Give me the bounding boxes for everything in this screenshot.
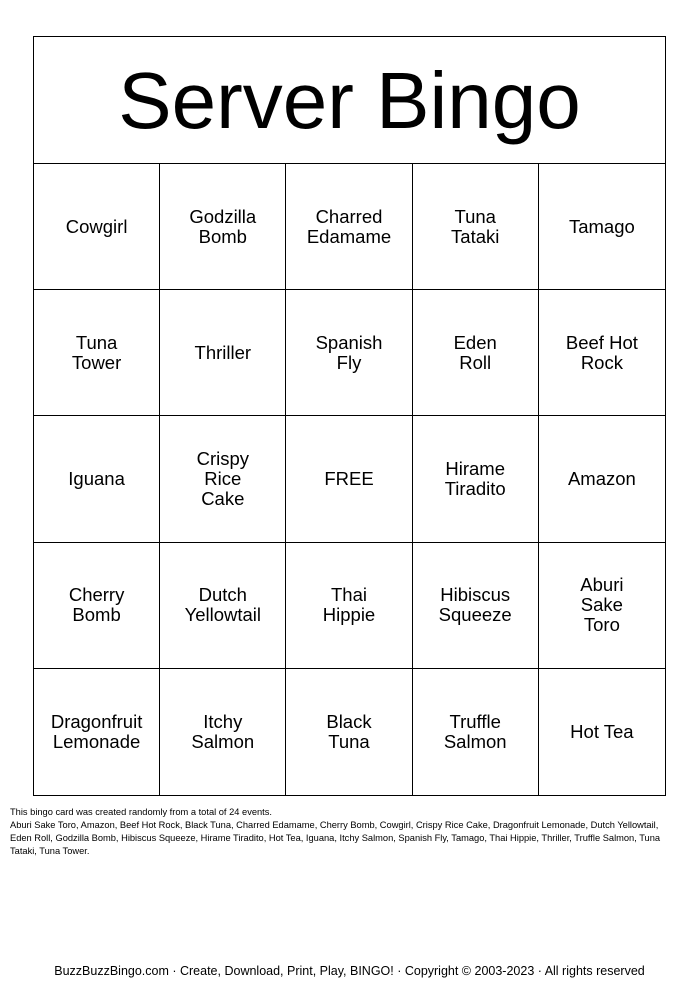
- bingo-cell: Godzilla Bomb: [160, 164, 286, 290]
- bingo-cell: Hibiscus Squeeze: [413, 543, 539, 669]
- footer-note: [10, 806, 680, 858]
- bingo-cell: Cowgirl: [34, 164, 160, 290]
- bingo-cell: Dutch Yellowtail: [160, 543, 286, 669]
- bingo-grid: [34, 164, 665, 795]
- creation-note: This bingo card was created randomly from a total of 24 events.: [10, 807, 272, 817]
- bingo-cell: Hot Tea: [570, 720, 634, 742]
- bingo-card: [33, 36, 666, 796]
- bingo-cell: Spanish Fly: [286, 290, 412, 416]
- bingo-cell: Truffle Salmon: [413, 669, 539, 795]
- card-title: Server Bingo: [118, 56, 581, 145]
- bingo-cell: Eden Roll: [413, 290, 539, 416]
- bingo-cell: Itchy Salmon: [160, 669, 286, 795]
- bingo-cell: Charred Edamame: [286, 164, 412, 290]
- bingo-cell: Cherry Bomb: [34, 543, 160, 669]
- bingo-cell: Amazon: [539, 416, 665, 542]
- copyright-line: BuzzBuzzBingo.com · Create, Download, Print, Play, BINGO! · Copyright © 2003-2023 · All rights reserved: [54, 964, 645, 978]
- bingo-cell: Tuna Tataki: [413, 164, 539, 290]
- bingo-cell: Aburi Sake Toro: [539, 543, 665, 669]
- bingo-cell: Tamago: [539, 164, 665, 290]
- bingo-cell: Crispy Rice Cake: [160, 416, 286, 542]
- bingo-cell: Black Tuna: [286, 669, 412, 795]
- bingo-cell: Thriller: [160, 290, 286, 416]
- bingo-cell: Iguana: [34, 416, 160, 542]
- event-list: Aburi Sake Toro, Amazon, Beef Hot Rock, Black Tuna, Charred Edamame, Cherry Bomb, Cowgirl, Crispy Rice Cake, Dragonfruit Lemonade, Dutch Yellowtail, Eden Roll, Godzilla Bomb, Hibiscus Squeeze, Hirame Tiradito, Hot Tea, Iguana, Itchy Salmon, Spanish Fly, Tamago, Thai Hippie, Thriller, Truffle Salmon, Tuna Tataki, Tuna Tower.: [10, 820, 661, 856]
- bingo-cell: Dragonfruit Lemonade: [34, 669, 160, 795]
- bingo-cell: Hirame Tiradito: [413, 416, 539, 542]
- title-row: [34, 37, 665, 164]
- bingo-cell: Thai Hippie: [286, 543, 412, 669]
- bingo-cell-free: FREE: [286, 416, 412, 542]
- bingo-cell: Beef Hot Rock: [539, 290, 665, 416]
- bingo-cell: Tuna Tower: [34, 290, 160, 416]
